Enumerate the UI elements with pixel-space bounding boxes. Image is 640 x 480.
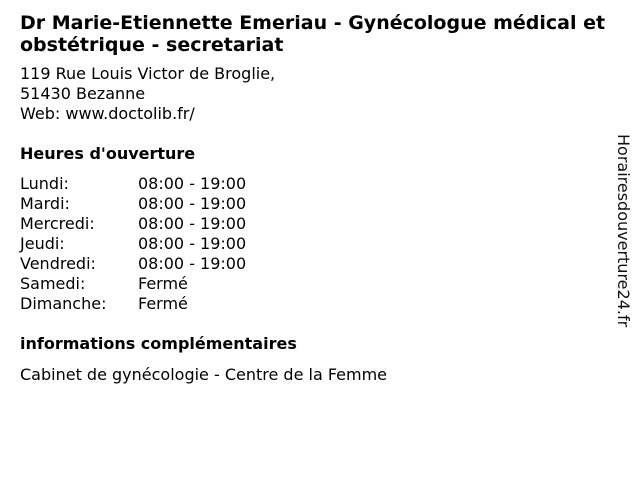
time-value: 08:00 - 19:00: [138, 234, 247, 253]
website-label: Web:: [20, 104, 66, 123]
time-value: 08:00 - 19:00: [138, 194, 247, 213]
time-value: Fermé: [138, 274, 188, 293]
time-value: Fermé: [138, 294, 188, 313]
day-label: Mercredi:: [20, 214, 95, 233]
website-line: [20, 104, 275, 124]
watermark-text: Horairesdouverture24.fr: [614, 134, 633, 328]
time-value: 08:00 - 19:00: [138, 174, 247, 193]
day-label: Samedi:: [20, 274, 86, 293]
hours-row-wednesday: [20, 214, 246, 234]
hours-row-monday: [20, 174, 246, 194]
hours-row-tuesday: [20, 194, 246, 214]
hours-row-sunday: [20, 294, 246, 314]
website-link[interactable]: www.doctolib.fr/: [65, 104, 195, 123]
day-label: Mardi:: [20, 194, 70, 213]
time-value: 08:00 - 19:00: [138, 254, 247, 273]
hours-row-saturday: [20, 274, 246, 294]
site-watermark: [613, 134, 633, 346]
time-value: 08:00 - 19:00: [138, 214, 247, 233]
day-label: Dimanche:: [20, 294, 107, 313]
opening-hours-list: [20, 174, 246, 314]
page-title: Dr Marie-Etiennette Emeriau - Gynécologue médical et obstétrique - secretariat: [20, 12, 606, 56]
hours-row-thursday: [20, 234, 246, 254]
day-label: Lundi:: [20, 174, 69, 193]
opening-hours-heading: Heures d'ouverture: [20, 144, 196, 163]
additional-info-heading: informations complémentaires: [20, 334, 297, 353]
address-city: 51430 Bezanne: [20, 84, 146, 103]
day-label: Jeudi:: [20, 234, 65, 253]
address-block: [20, 64, 275, 124]
additional-info-text: Cabinet de gynécologie - Centre de la Femme: [20, 365, 388, 384]
address-street: 119 Rue Louis Victor de Broglie,: [20, 64, 276, 83]
day-label: Vendredi:: [20, 254, 96, 273]
hours-row-friday: [20, 254, 246, 274]
